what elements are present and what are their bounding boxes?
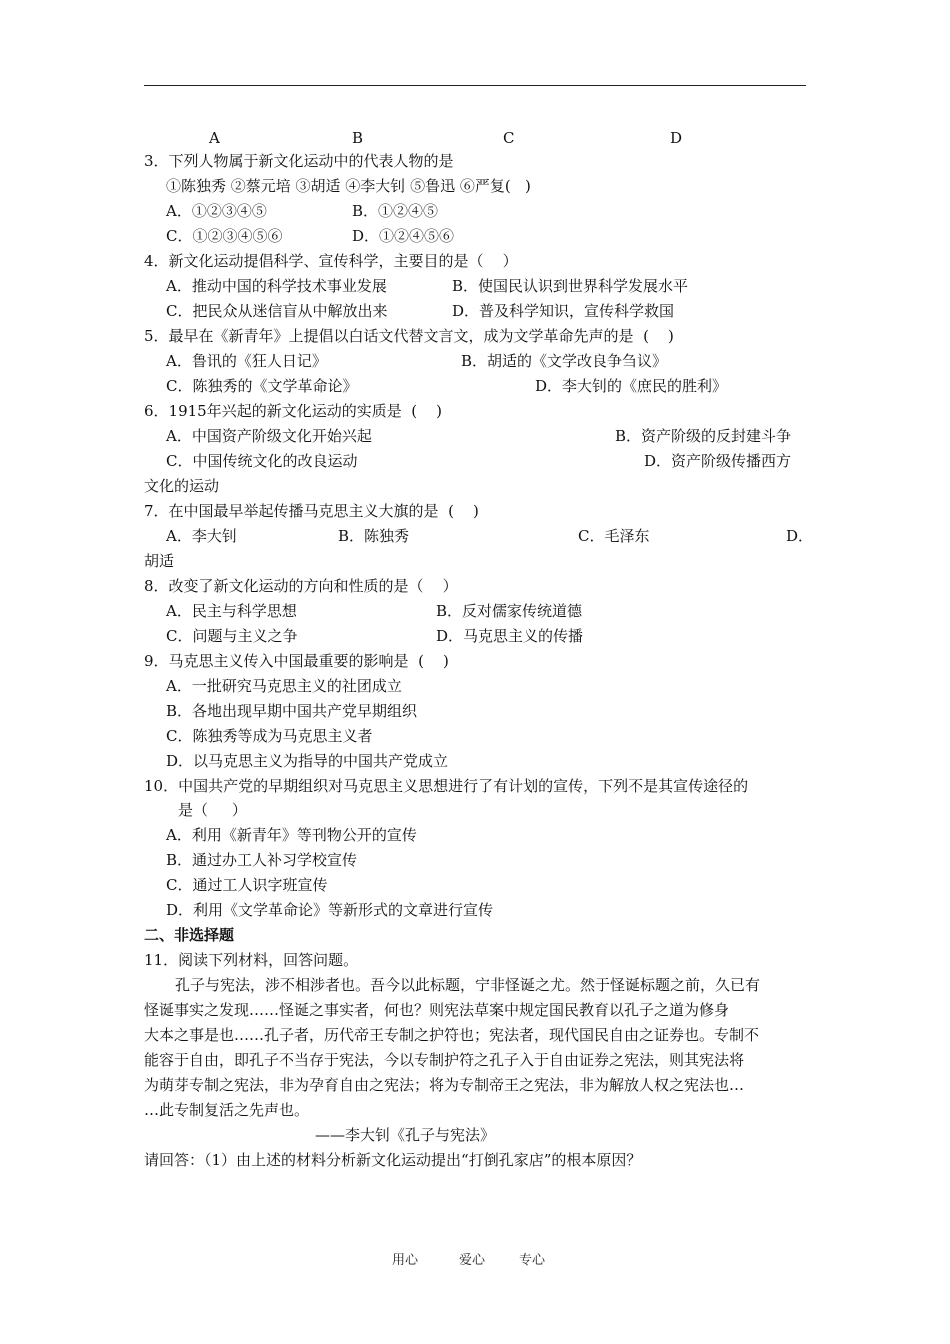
q11-stem: 11．阅读下列材料，回答问题。 <box>144 951 359 969</box>
q4-option-d: D．普及科学知识，宣传科学救国 <box>452 302 675 320</box>
option-letter-a: A <box>209 129 220 147</box>
q11-passage-line: 为萌芽专制之宪法，非为孕育自由之宪法；将为专制帝王之宪法，非为解放人权之宪法也… <box>144 1076 745 1094</box>
q7-option-b: B．陈独秀 <box>338 527 410 545</box>
q10-option-d: D．利用《文学革命论》等新形式的文章进行宣传 <box>166 901 494 919</box>
q11-passage-line: 怪诞事实之发现……怪诞之事实者，何也？则宪法草案中规定国民教育以孔子之道为修身 <box>144 1001 730 1019</box>
q6-option-d-continued: 文化的运动 <box>144 477 220 495</box>
q10-stem-continued: 是（ ） <box>178 801 247 819</box>
option-letter-b: B <box>352 129 364 147</box>
q10-option-a: A．利用《新青年》等刊物公开的宣传 <box>166 826 417 844</box>
q7-option-d-continued: 胡适 <box>144 552 175 570</box>
q11-passage-line: 大本之事是也……孔子者，历代帝王专制之护符也；宪法者，现代国民自由之证券也。专制不 <box>144 1026 760 1044</box>
q8-stem: 8．改变了新文化运动的方向和性质的是（ ） <box>144 577 458 595</box>
q3-option-a: A．①②③④⑤ <box>166 202 267 220</box>
q10-option-b: B．通过办工人补习学校宣传 <box>166 851 358 869</box>
q8-option-c: C．问题与主义之争 <box>166 627 298 645</box>
q4-option-b: B．使国民认识到世界科学发展水平 <box>452 277 689 295</box>
q9-option-a: A．一批研究马克思主义的社团成立 <box>166 677 402 695</box>
q7-option-d: D． <box>786 527 814 545</box>
q5-option-c: C．陈独秀的《文学革命论》 <box>166 377 358 395</box>
q3-items: ①陈独秀 ②蔡元培 ③胡适 ④李大钊 ⑤鲁迅 ⑥严复( ) <box>166 177 531 195</box>
q8-option-a: A．民主与科学思想 <box>166 602 297 620</box>
q11-passage-line: 孔子与宪法，涉不相涉者也。吾今以此标题，宁非怪诞之尤。然于怪诞标题之前，久已有 <box>175 976 761 994</box>
q6-option-a: A．中国资产阶级文化开始兴起 <box>166 427 372 445</box>
q5-option-a: A．鲁讯的《狂人日记》 <box>166 352 327 370</box>
option-letter-c: C <box>503 129 515 147</box>
q10-option-c: C．通过工人识字班宣传 <box>166 876 328 894</box>
q9-stem: 9．马克思主义传入中国最重要的影响是 ( ) <box>144 652 449 670</box>
q4-option-c: C．把民众从迷信盲从中解放出来 <box>166 302 388 320</box>
q3-option-c: C．①②③④⑤⑥ <box>166 227 283 245</box>
q3-option-b: B．①②④⑤ <box>352 202 439 220</box>
q7-option-c: C．毛泽东 <box>578 527 650 545</box>
q4-option-a: A．推动中国的科学技术事业发展 <box>166 277 387 295</box>
q8-option-b: B．反对儒家传统道德 <box>436 602 583 620</box>
q9-option-b: B．各地出现早期中国共产党早期组织 <box>166 702 418 720</box>
q6-option-c: C．中国传统文化的改良运动 <box>166 452 358 470</box>
q11-passage-line: …此专制复活之先声也。 <box>144 1101 310 1119</box>
q11-source: ——李大钊《孔子与宪法》 <box>315 1126 496 1144</box>
q5-stem: 5．最早在《新青年》上提倡以白话文代替文言文，成为文学革命先声的是 ( ) <box>144 327 674 345</box>
q4-stem: 4．新文化运动提倡科学、宣传科学，主要目的是（ ） <box>144 252 518 270</box>
q10-stem: 10．中国共产党的早期组织对马克思主义思想进行了有计划的宣传，下列不是其宣传途径的 <box>144 777 749 795</box>
q3-option-d: D．①②④⑤⑥ <box>352 227 455 245</box>
footer-text-3: 专心 <box>519 1253 546 1268</box>
footer-text-1: 用心 <box>392 1253 419 1268</box>
q11-passage-line: 能容于自由，即孔子不当存于宪法，今以专制护符之孔子入于自由证券之宪法，则其宪法将 <box>144 1051 745 1069</box>
q5-option-b: B．胡适的《文学改良争刍议》 <box>461 352 668 370</box>
q6-option-b: B．资产阶级的反封建斗争 <box>615 427 792 445</box>
q5-option-d: D．李大钊的《庶民的胜利》 <box>535 377 728 395</box>
header-rule <box>144 85 806 86</box>
q9-option-c: C．陈独秀等成为马克思主义者 <box>166 727 373 745</box>
q9-option-d: D．以马克思主义为指导的中国共产党成立 <box>166 752 449 770</box>
q6-stem: 6．1915年兴起的新文化运动的实质是 ( ) <box>144 402 443 420</box>
q7-option-a: A．李大钊 <box>166 527 237 545</box>
q11-question: 请回答：（1）由上述的材料分析新文化运动提出“打倒孔家店”的根本原因？ <box>144 1151 642 1169</box>
q3-stem: 3．下列人物属于新文化运动中的代表人物的是 <box>144 152 454 170</box>
footer-text-2: 爱心 <box>459 1253 486 1268</box>
q6-option-d: D．资产阶级传播西方 <box>644 452 792 470</box>
option-letter-d: D <box>670 129 683 147</box>
section-heading: 二、非选择题 <box>144 926 235 944</box>
q8-option-d: D．马克思主义的传播 <box>436 627 584 645</box>
q7-stem: 7．在中国最早举起传播马克思主义大旗的是 ( ) <box>144 502 479 520</box>
